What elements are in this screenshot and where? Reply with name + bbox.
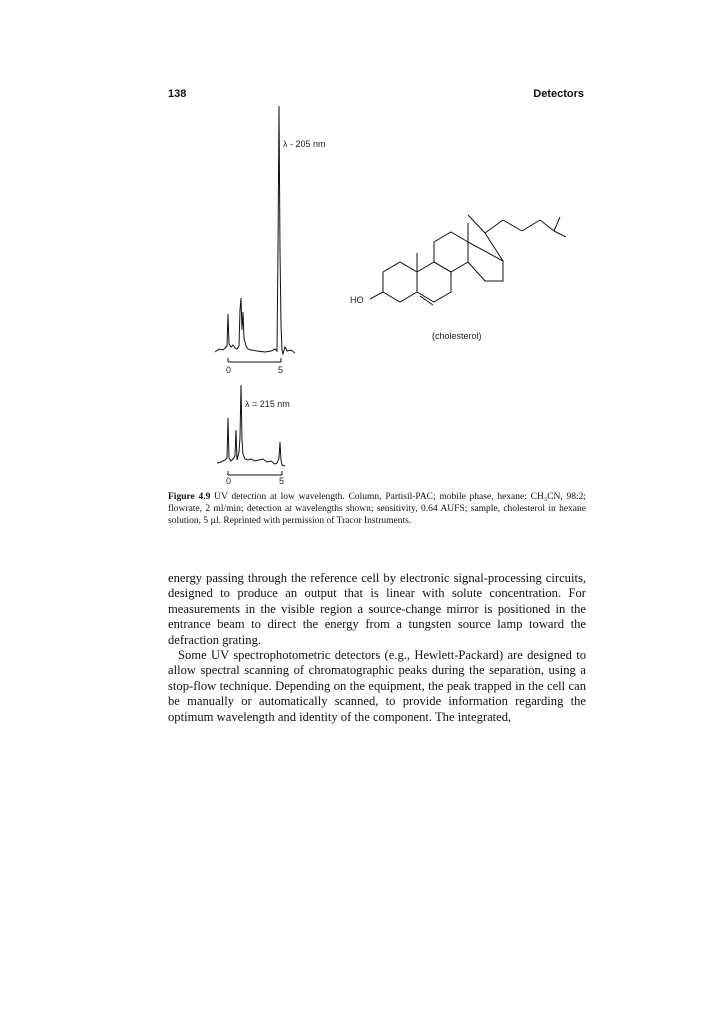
ho-label: HO <box>350 295 364 305</box>
chromatogram-215nm-trace <box>217 385 285 466</box>
paragraph-2: Some UV spectrophotometric detectors (e.g., Hewlett-Packard) are designed to allow spectral scanning of chromatographic peaks during the separation, using a stop-flow technique. Depending on the equipment, the peak trapped in the cell can be manually or automatically scanned, to provide information regarding the optimum wavelength and identity of the component. The integrated, <box>168 648 586 724</box>
figure-caption <box>168 492 586 527</box>
chromatogram-215nm-tick-label-5: 5 <box>279 476 285 485</box>
cholesterol-structure <box>340 205 580 355</box>
running-head: Detectors <box>533 88 584 100</box>
chromatogram-205nm <box>215 100 335 375</box>
chromatogram-205nm-tick-label-0: 0 <box>226 365 232 375</box>
chromatogram-215nm-wavelength-label: λ = 215 nm <box>245 399 290 409</box>
body-text <box>168 571 586 725</box>
ring-system <box>370 215 566 305</box>
chromatogram-205nm-wavelength-label: λ - 205 nm <box>283 139 326 149</box>
chromatogram-205nm-tick-label-5: 5 <box>278 365 284 375</box>
paragraph-1: energy passing through the reference cell by electronic signal-processing circuits, designed to produce an output that is linear with solute concentration. For measurements in the visible region a source-change mirror is positioned in the entrance beam to direct the energy from a tungsten source lamp toward the defraction grating. <box>168 571 586 647</box>
chromatogram-215nm-tick-label-0: 0 <box>226 476 232 485</box>
chromatogram-215nm <box>215 380 335 485</box>
figure-caption-label: Figure 4.9 <box>168 492 211 502</box>
compound-name-label: (cholesterol) <box>432 331 482 341</box>
page-number: 138 <box>168 88 187 100</box>
figure-caption-text: UV detection at low wavelength. Column, Partisil-PAC; mobile phase, hexane: CH₃CN, 98:2; flowrate, 2 ml/min; detection at wavelengths shown; sensitivity, 0.64 AUFS; sample, cholesterol in hexane solution, 5 µl. Reprinted with permission of Tracor Instruments. <box>168 492 586 526</box>
